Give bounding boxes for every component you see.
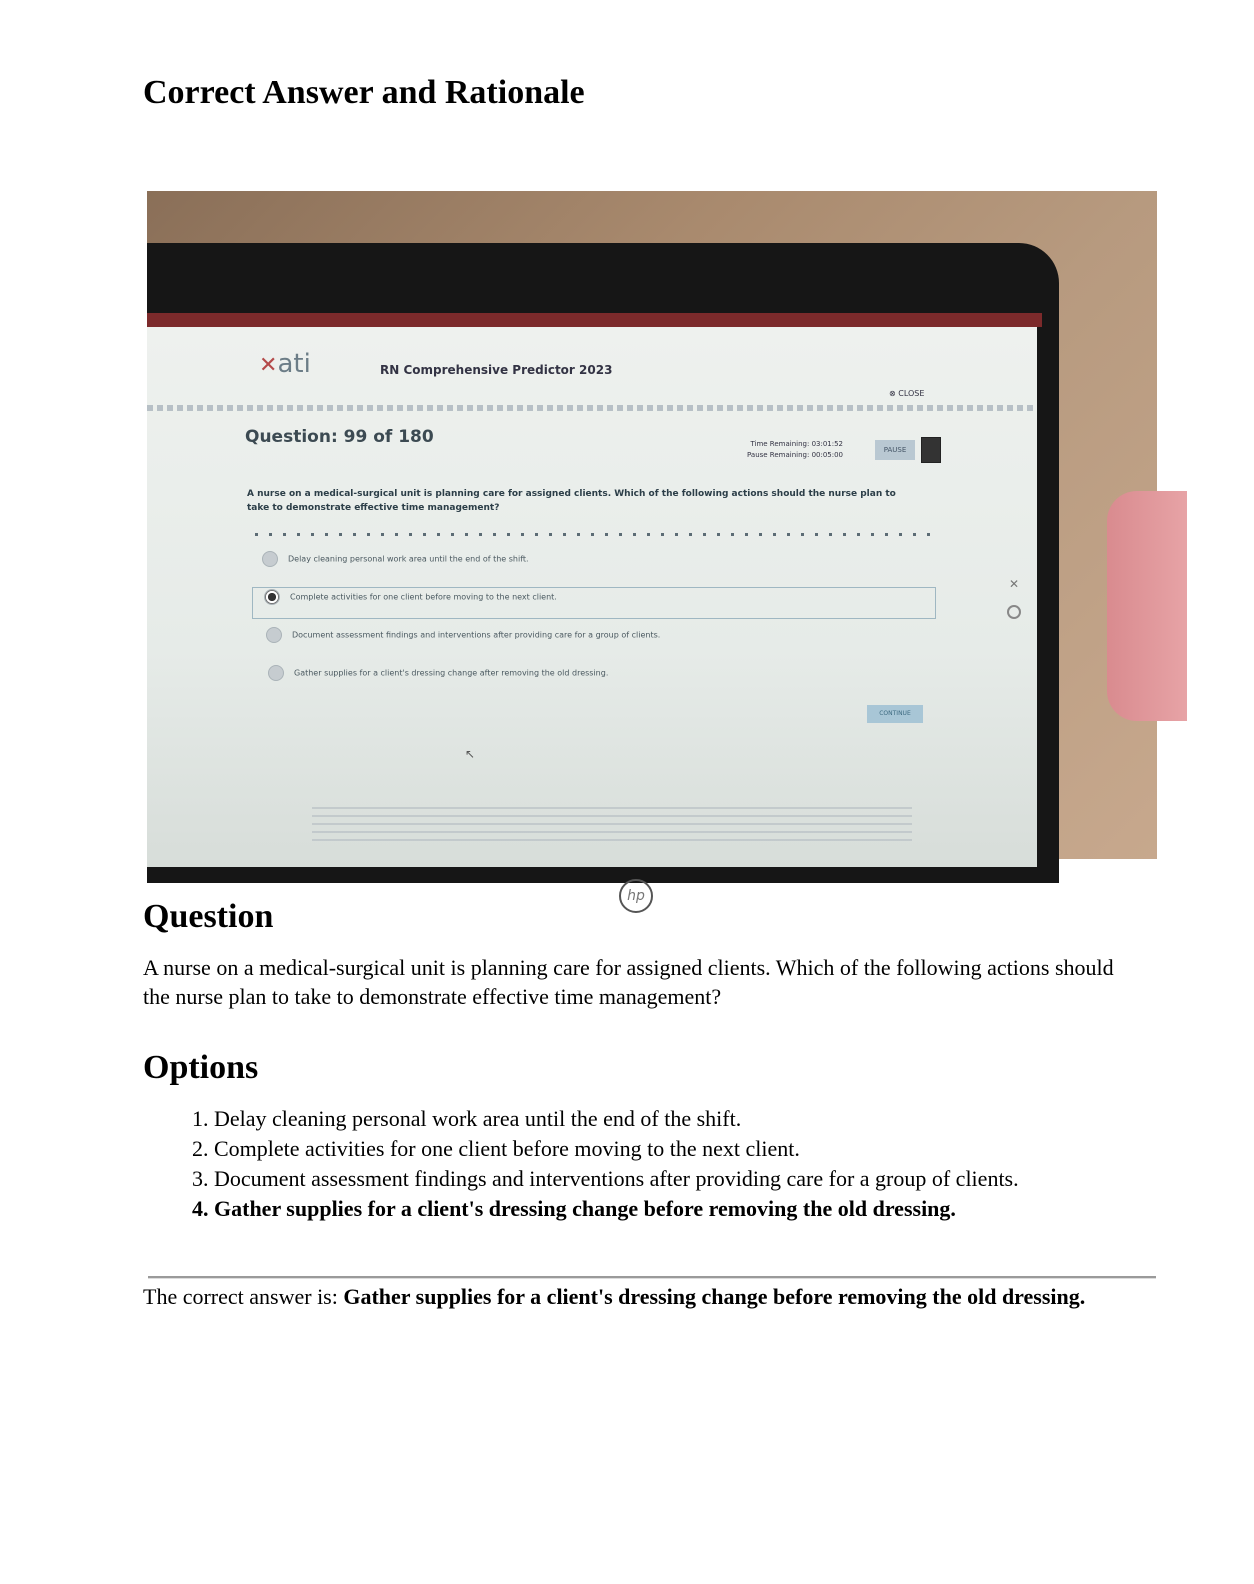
screen-option[interactable]: Delay cleaning personal work area until the end of the shift. [262, 551, 529, 567]
laptop-bezel [147, 243, 1059, 904]
time-remaining: Time Remaining: 03:01:52 [750, 440, 844, 448]
calculator-icon[interactable] [921, 437, 941, 463]
pause-button[interactable]: PAUSE [875, 440, 915, 460]
test-title: RN Comprehensive Predictor 2023 [380, 363, 613, 377]
page-title: Correct Answer and Rationale [143, 74, 585, 111]
screen-option[interactable]: Gather supplies for a client's dressing change after removing the old dressing. [268, 665, 608, 681]
hp-logo: hp [619, 879, 653, 913]
close-icon: ⊗ [889, 389, 896, 398]
side-circle-icon [1007, 605, 1021, 619]
options-list [143, 1104, 1254, 1224]
side-close-icon: ✕ [1009, 577, 1020, 591]
answer-value: Gather supplies for a client's dressing change before removing the old dressing. [343, 1284, 1086, 1309]
exam-screen-photo [147, 191, 1157, 904]
screen-option[interactable]: Document assessment findings and interventions after providing care for a group of clients. [266, 627, 660, 643]
laptop-screen [147, 327, 1037, 867]
dotted-divider [255, 533, 935, 536]
header-divider [147, 405, 1037, 411]
radio-icon [262, 551, 278, 567]
question-number: Question: 99 of 180 [245, 427, 434, 447]
correct-answer-line [143, 1282, 1085, 1312]
ati-figure-icon: ✕ [259, 353, 278, 378]
background-cup [1107, 491, 1187, 721]
close-button[interactable]: ⊗ CLOSE [889, 389, 925, 398]
question-heading: Question [143, 898, 274, 935]
list-item: 1. Delay cleaning personal work area until the end of the shift. [214, 1104, 1254, 1134]
answer-prefix: The correct answer is: [143, 1284, 338, 1309]
pause-remaining: Pause Remaining: 00:05:00 [747, 451, 844, 459]
options-heading: Options [143, 1049, 259, 1086]
radio-icon [266, 627, 282, 643]
radio-selected-icon [264, 589, 280, 605]
timers [747, 439, 843, 461]
continue-button[interactable]: CONTINUE [867, 705, 923, 723]
list-item-correct: 4. Gather supplies for a client's dressing change before removing the old dressing. [214, 1194, 1254, 1224]
question-text: A nurse on a medical-surgical unit is planning care for assigned clients. Which of the following actions should the nurse plan to take to demonstrate effective time management? [143, 955, 1114, 1009]
screen-option[interactable]: Complete activities for one client before moving to the next client. [264, 589, 557, 605]
screen-question-text: A nurse on a medical-surgical unit is planning care for assigned clients. Which of the following actions should the nurse plan to take to demonstrate effective time management? [247, 489, 896, 513]
ati-logo: ✕ati [259, 349, 311, 379]
screen-footer-text [312, 807, 912, 841]
radio-icon [268, 665, 284, 681]
horizontal-rule [148, 1276, 1156, 1279]
list-item: 3. Document assessment findings and interventions after providing care for a group of clients. [214, 1164, 1254, 1194]
mouse-cursor-icon: ↖ [465, 747, 476, 761]
list-item: 2. Complete activities for one client before moving to the next client. [214, 1134, 1254, 1164]
